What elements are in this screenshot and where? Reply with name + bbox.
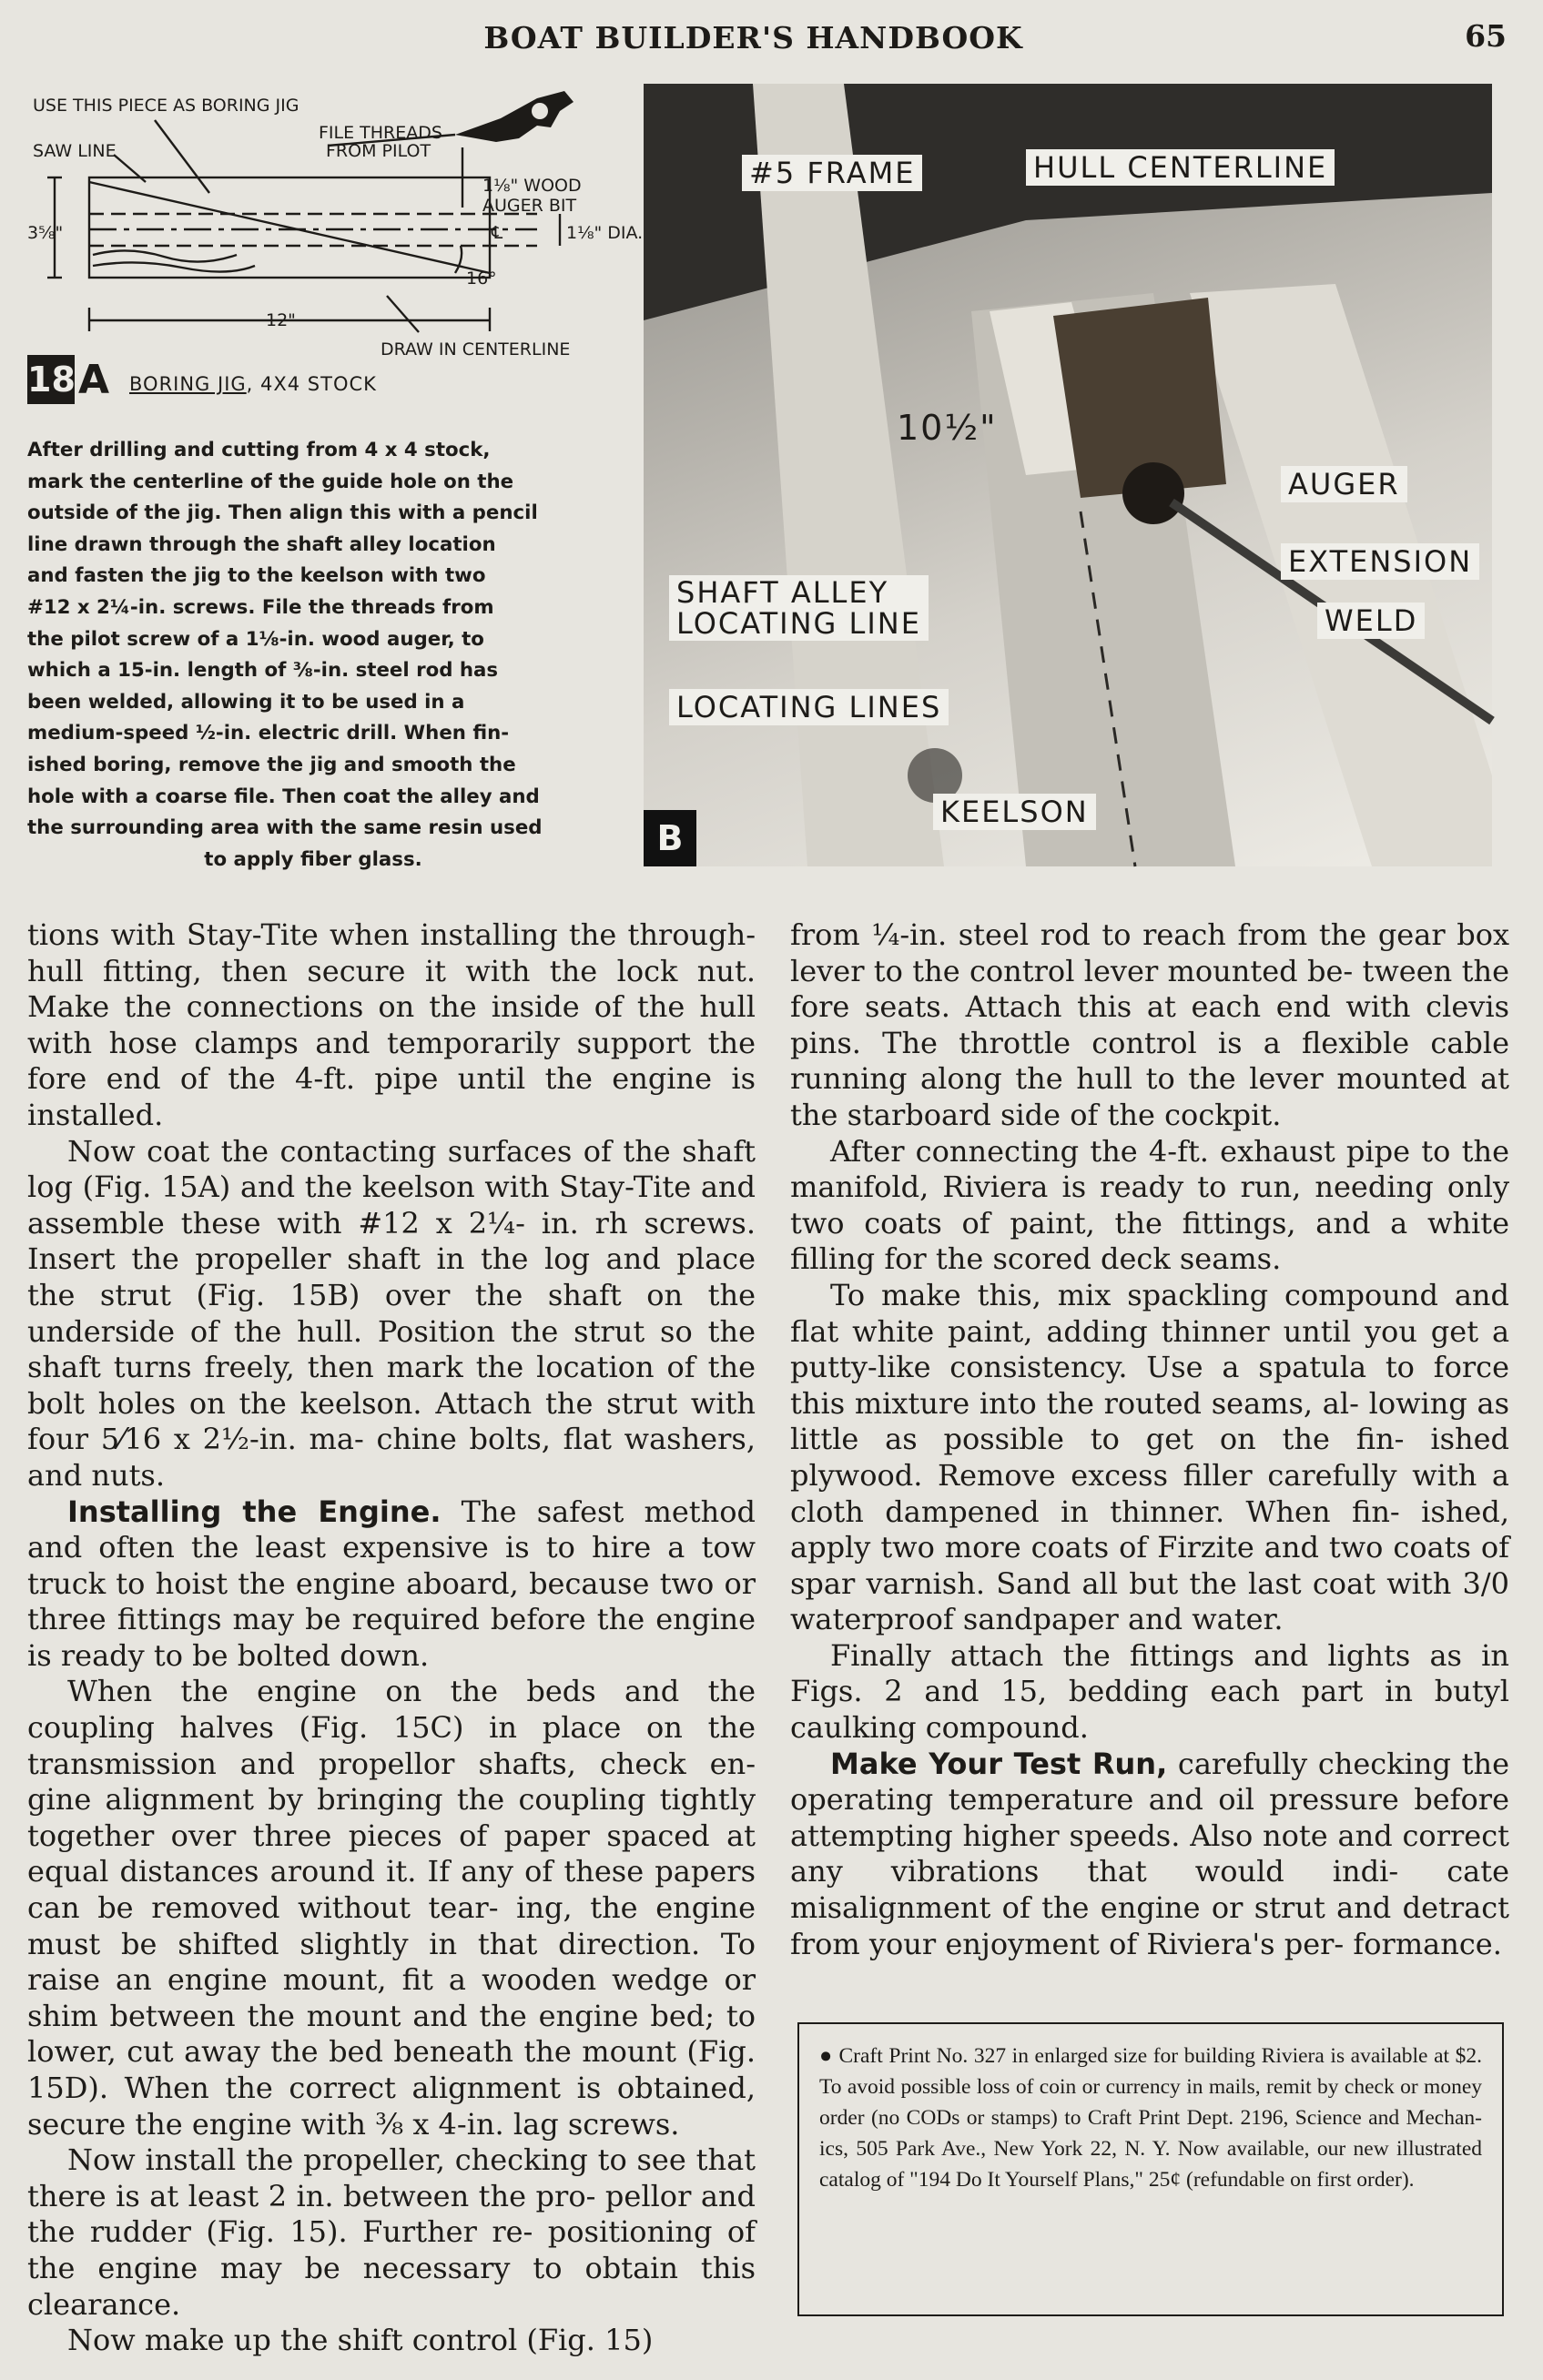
text-line: direction. To raise an engine mount, fit a: [27, 1926, 756, 1998]
text-line: and the engine bed; to lower, cut away the: [27, 1998, 756, 2070]
label-saw-line: SAW LINE: [33, 141, 117, 161]
text-line: detract from your enjoyment of Riviera's per-: [790, 1890, 1510, 1961]
text-line: that there is at least 2 in. between the pro-: [27, 2142, 756, 2213]
photo-label-locating-lines: LOCATING LINES: [669, 689, 949, 725]
notice-line: our new illustrated catalog of "194 Do It Yourself Plans,": [819, 2137, 1483, 2192]
paragraph: [790, 1638, 1509, 1747]
text-line: caulking compound.: [790, 1710, 1089, 1746]
text-line: coupling halves (Fig. 15C) in place on the: [27, 1710, 756, 1746]
text-line: Stay-Tite and assemble these with #12 x 2¼-: [27, 1170, 756, 1241]
craft-print-notice: [797, 2022, 1504, 2316]
text-line: Finally attach the fittings and lights as in: [830, 1637, 1509, 1673]
text-line: cate misalignment of the engine or strut and: [790, 1854, 1510, 1926]
text-line: of these papers can be removed without tear-: [27, 1854, 756, 1926]
label-diameter: 1⅛" DIA.: [566, 223, 644, 243]
photo-label-shaft-alley: [669, 575, 929, 641]
text-line: white filling for the scored deck seams.: [790, 1205, 1510, 1277]
label-auger-bit: AUGER BIT: [482, 196, 577, 216]
text-line: the operating temperature and oil pressure: [790, 1746, 1510, 1818]
text-line: Now make up the shift control (Fig. 15): [67, 2323, 654, 2358]
caption-line: and fasten the jig to the keelson with two: [27, 564, 486, 588]
body-column-left: [27, 917, 756, 2359]
text-line: spaced at equal distances around it. If any: [27, 1818, 756, 1889]
text-line: lever mounted at the starboard side of the: [790, 1061, 1510, 1132]
text-line: To make this, mix spackling compound and: [830, 1277, 1509, 1312]
photo-label-keelson: KEELSON: [933, 794, 1096, 830]
paragraph: [790, 1134, 1509, 1278]
text-line: cockpit.: [1164, 1097, 1282, 1132]
photo-label-frame: #5 FRAME: [742, 155, 922, 191]
text-line: and correct any vibrations that would indi-: [790, 1818, 1510, 1889]
text-line: engine is installed.: [27, 1061, 756, 1132]
text-line: ing, the engine must be shifted slightly in that: [27, 1890, 756, 1961]
text-line: or three fittings may be required before the: [27, 1565, 756, 1637]
text-line: The safest method: [441, 1494, 756, 1529]
caption-line: the pilot screw of a 1⅛-in. wood auger, to: [27, 627, 484, 651]
text-line: log and place the strut (Fig. 15B) over the: [27, 1241, 756, 1312]
body-column-right: [790, 917, 1509, 1962]
text-line: pellor and the rudder (Fig. 15). Further re-: [27, 2178, 756, 2250]
paragraph: [27, 917, 756, 1134]
notice-line: Craft Print No. 327 in enlarged size for building Riviera: [838, 2044, 1325, 2068]
text-line: engine with ⅜ x 4-in. lag screws.: [191, 2106, 680, 2142]
text-line: the manifold, Riviera is ready to run, needing: [790, 1133, 1510, 1205]
text-line: lock nut. Make the connections on the inside: [27, 953, 756, 1025]
figure-a-subtitle-rest: , 4X4 STOCK: [246, 373, 377, 395]
text-line: transmission and propellor shafts, check en-: [27, 1746, 756, 1781]
run-in-heading: Installing the Engine.: [67, 1494, 442, 1529]
text-line: tightly together over three pieces of paper: [27, 1782, 756, 1853]
text-line: a putty-like consistency. Use a spatula to: [790, 1313, 1510, 1385]
text-line: Attach the strut with four 5⁄16 x 2½-in. ma-: [27, 1385, 756, 1457]
notice-line: stamps) to Craft Print Dept. 2196, Science and Mechan-: [990, 2106, 1482, 2130]
text-line: in. rh screws. Insert the propeller shaft in the: [27, 1205, 756, 1277]
photo-label-extension: EXTENSION: [1281, 543, 1479, 580]
label-wood-auger: 1⅛" WOOD: [482, 176, 582, 196]
figure-a-letter: A: [78, 357, 110, 403]
paragraph: [790, 917, 1509, 1134]
label-height: 3⅝": [27, 223, 64, 243]
caption-line: line drawn through the shaft alley location: [27, 532, 496, 556]
bullet-icon: ●: [819, 2044, 839, 2068]
text-line: the correct alignment is obtained, secure the: [27, 2071, 756, 2142]
text-line: Figs. 2 and 15, bedding each part in butyl: [790, 1674, 1509, 1709]
text-line: bed beneath the mount (Fig. 15D). When: [27, 2034, 756, 2105]
text-line: and often the least expensive is to hire a tow: [27, 1530, 756, 1565]
text-line: gine alignment by bringing the coupling: [27, 1782, 646, 1818]
caption-line: which a 15-in. length of ⅜-in. steel rod has: [27, 659, 499, 683]
text-line: Now install the propeller, checking to see: [67, 2142, 686, 2178]
label-file-threads: FILE THREADS: [319, 123, 442, 143]
text-line: with clevis pins. The throttle control is a: [790, 989, 1510, 1060]
paragraph: [790, 1278, 1509, 1638]
run-in-heading: Make Your Test Run,: [830, 1746, 1168, 1781]
paragraph: [27, 2142, 756, 2323]
text-line: to obtain this clearance.: [27, 2250, 756, 2322]
photo-label-hull-centerline: HULL CENTERLINE: [1026, 149, 1335, 186]
notice-line: ics, 505 Park Ave., New York 22, N. Y. Now available,: [819, 2137, 1310, 2161]
text-line: before attempting higher speeds. Also note: [790, 1782, 1509, 1853]
text-line: ished plywood. Remove excess filler carefully: [790, 1422, 1510, 1493]
text-line: formance.: [1353, 1926, 1502, 1961]
label-centerline-symbol: ℄: [492, 223, 503, 243]
text-line: chine bolts, flat washers, and nuts.: [27, 1422, 756, 1493]
text-line: carefully checking: [1167, 1746, 1451, 1781]
text-line: shaft on the underside of the hull. Position: [27, 1277, 756, 1349]
caption-line: After drilling and cutting from 4 x 4 stock,: [27, 439, 491, 461]
figure-number-badge: 18: [27, 355, 75, 404]
photo-label-weld: WELD: [1317, 603, 1425, 639]
text-line: lowing as little as possible to get on the fin-: [790, 1385, 1509, 1457]
notice-line: 25¢ (refundable on first order).: [1148, 2168, 1415, 2192]
text-line: tween the fore seats. Attach this at each end: [790, 953, 1510, 1025]
text-line: through-hull fitting, then secure it with the: [27, 917, 756, 988]
caption-line: #12 x 2¼-in. screws. File the threads from: [27, 595, 494, 619]
paragraph: [790, 1747, 1509, 1963]
photo-label-shaft-alley-line1: SHAFT ALLEY: [676, 575, 889, 610]
photo-label-dimension: 10½": [897, 408, 998, 448]
text-line: only two coats of paint, the fittings, and a: [790, 1170, 1510, 1241]
label-from-pilot: FROM PILOT: [326, 141, 431, 161]
page-number: 65: [1465, 18, 1507, 54]
caption-line: the surrounding area with the same resin used: [27, 816, 543, 840]
label-use-piece: USE THIS PIECE AS BORING JIG: [33, 96, 299, 116]
text-line: of the hull with hose clamps and temporarily: [27, 989, 756, 1060]
photo-label-auger: AUGER: [1281, 466, 1407, 502]
caption-line: medium-speed ½-in. electric drill. When fin-: [27, 722, 510, 745]
figure-b-photo: [644, 84, 1492, 866]
text-line: When the engine on the beds and the: [67, 1674, 756, 1709]
text-line: the location of the bolt holes on the keelson.: [27, 1350, 756, 1421]
notice-line: in mails, remit by check or money order (no CODs or: [819, 2075, 1482, 2130]
figure-a-boring-jig-drawing: [27, 91, 644, 419]
label-draw-centerline: DRAW IN CENTERLINE: [381, 339, 571, 360]
text-line: with a cloth dampened in thinner. When fin-: [790, 1457, 1510, 1529]
text-line: flexible cable running along the hull to the: [790, 1025, 1509, 1097]
text-line: flat white paint, adding thinner until you get: [790, 1313, 1479, 1349]
paragraph: [27, 1674, 756, 2142]
text-line: truck to hoist the engine aboard, because two: [27, 1565, 715, 1601]
text-line: water.: [1192, 1602, 1284, 1637]
caption-line: ished boring, remove the jig and smooth the: [27, 753, 516, 776]
caption-line: to apply fiber glass.: [204, 847, 422, 871]
text-line: wooden wedge or shim between the mount: [27, 1962, 756, 2033]
notice-line: is available at $2. To avoid possible loss of coin or currency: [819, 2044, 1483, 2099]
caption-line: hole with a coarse file. Then coat the alley and: [27, 785, 540, 808]
figure-caption: [27, 435, 599, 876]
figure-b-letter: B: [644, 810, 696, 866]
text-line: from ¼-in. steel rod to reach from the gear: [790, 917, 1446, 952]
text-line: coats of spar varnish. Sand all but the last: [790, 1530, 1510, 1601]
text-line: support the fore end of the 4-ft. pipe until the: [27, 1025, 756, 1097]
paragraph: [27, 1494, 756, 1675]
caption-line: been welded, allowing it to be used in a: [27, 690, 465, 714]
paragraph: [27, 2323, 756, 2359]
text-line: the strut so the shaft turns freely, then mark: [27, 1313, 756, 1385]
text-line: ished, apply two more coats of Firzite and two: [790, 1494, 1510, 1565]
text-line: coat with 3/0 waterproof sandpaper and: [790, 1565, 1510, 1637]
text-line: box lever to the control lever mounted be-: [790, 917, 1510, 988]
figure-a-subtitle: [129, 373, 377, 395]
caption-line: outside of the jig. Then align this with a pencil: [27, 501, 538, 525]
photo-label-shaft-alley-line2: LOCATING LINE: [676, 606, 921, 641]
caption-line: mark the centerline of the guide hole on the: [27, 470, 514, 493]
text-line: force this mixture into the routed seams, al-: [790, 1350, 1510, 1421]
label-angle: 16°: [466, 268, 497, 289]
text-line: engine is ready to be bolted down.: [27, 1602, 756, 1673]
figure-a-subtitle-underlined: BORING JIG: [129, 373, 247, 395]
text-line: shaft log (Fig. 15A) and the keelson with: [27, 1133, 756, 1205]
text-line: tions with Stay-Tite when installing the: [27, 917, 617, 952]
text-line: positioning of the engine may be necessary: [27, 2214, 756, 2285]
text-line: After connecting the 4-ft. exhaust pipe to: [830, 1133, 1451, 1169]
running-header-title: BOAT BUILDER'S HANDBOOK: [483, 20, 1023, 56]
paragraph: [27, 1134, 756, 1494]
text-line: Now coat the contacting surfaces of the: [67, 1133, 671, 1169]
label-length: 12": [266, 310, 296, 330]
